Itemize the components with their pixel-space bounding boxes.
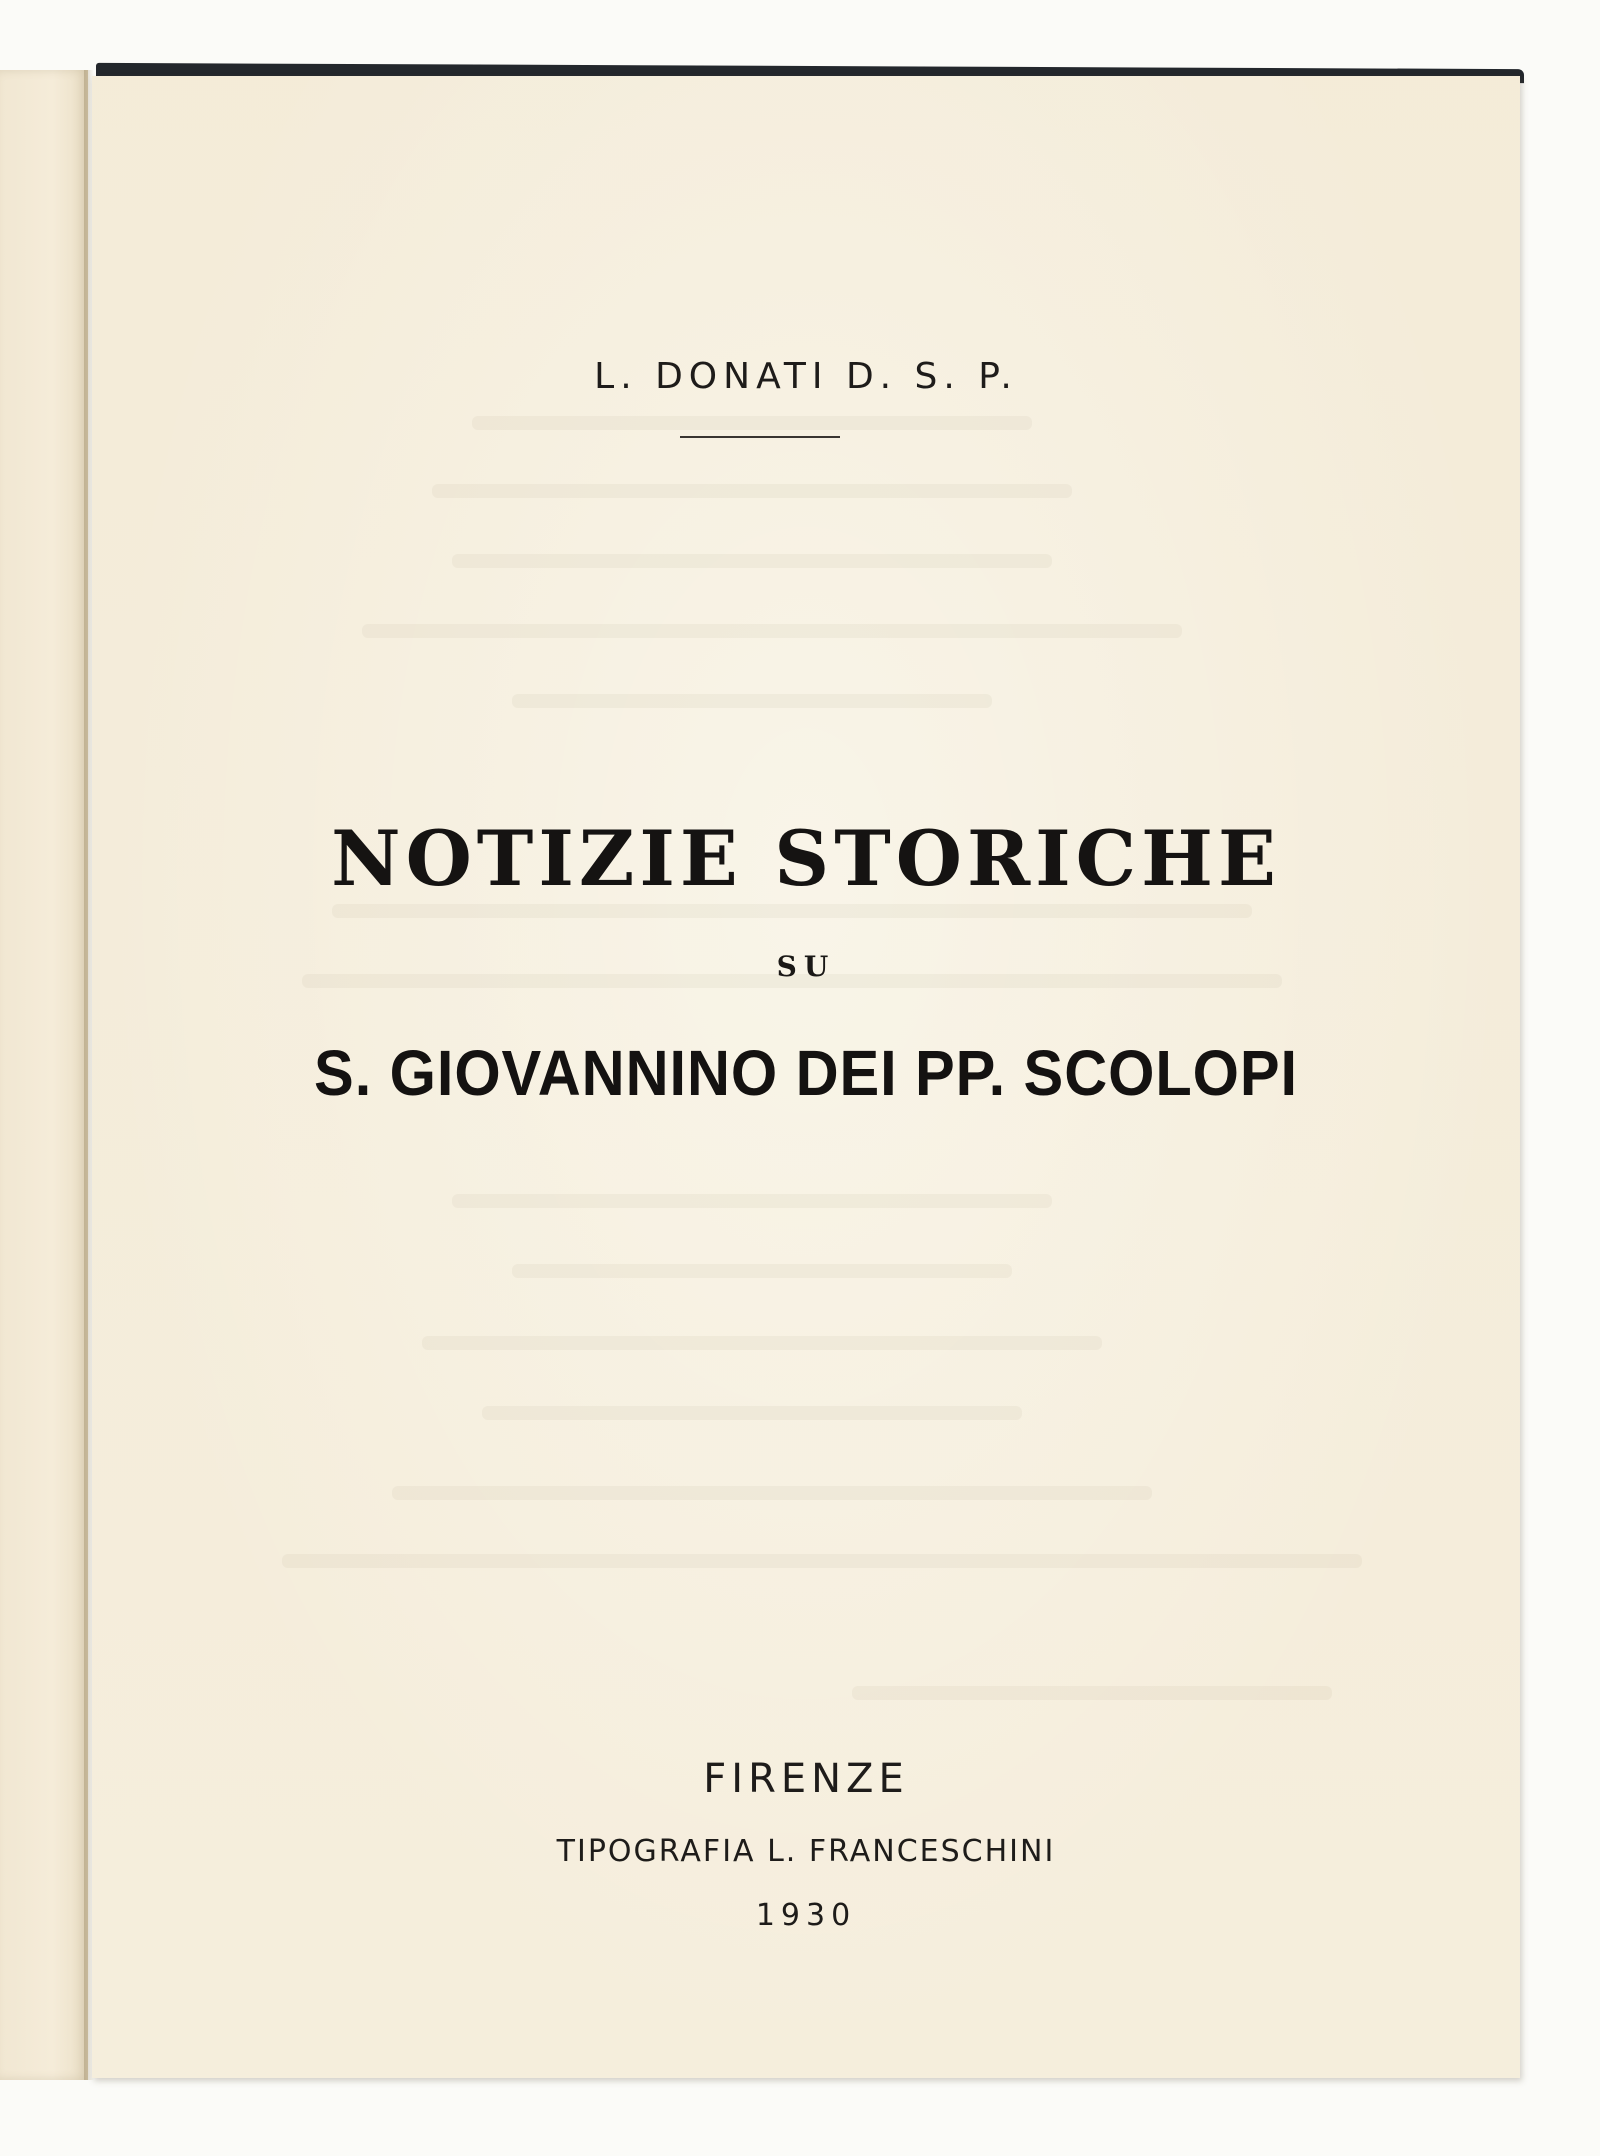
show-through-line [482,1406,1022,1420]
show-through-line [452,554,1052,568]
left-page-edge [0,70,88,2080]
title-page [92,76,1520,2078]
divider-rule [680,436,840,438]
publisher-name: TIPOGRAFIA L. FRANCESCHINI [556,1834,1056,1869]
show-through-line [512,694,992,708]
publication-year: 1930 [755,1898,857,1933]
publication-city: FIRENZE [703,1756,909,1802]
show-through-line [512,1264,1012,1278]
show-through-line [422,1336,1102,1350]
show-through-line [432,484,1072,498]
page-title: NOTIZIE STORICHE [331,814,1281,903]
show-through-line [392,1486,1152,1500]
show-through-line [282,1554,1362,1568]
show-through-line [472,416,1032,430]
show-through-line [852,1686,1332,1700]
page-subtitle: S. GIOVANNINO DEI PP. SCOLOPI [314,1037,1298,1109]
author-name: L. DONATI D. S. P. [594,356,1018,397]
title-connector: SU [776,950,836,983]
show-through-line [362,624,1182,638]
show-through-line [332,904,1252,918]
show-through-line [452,1194,1052,1208]
